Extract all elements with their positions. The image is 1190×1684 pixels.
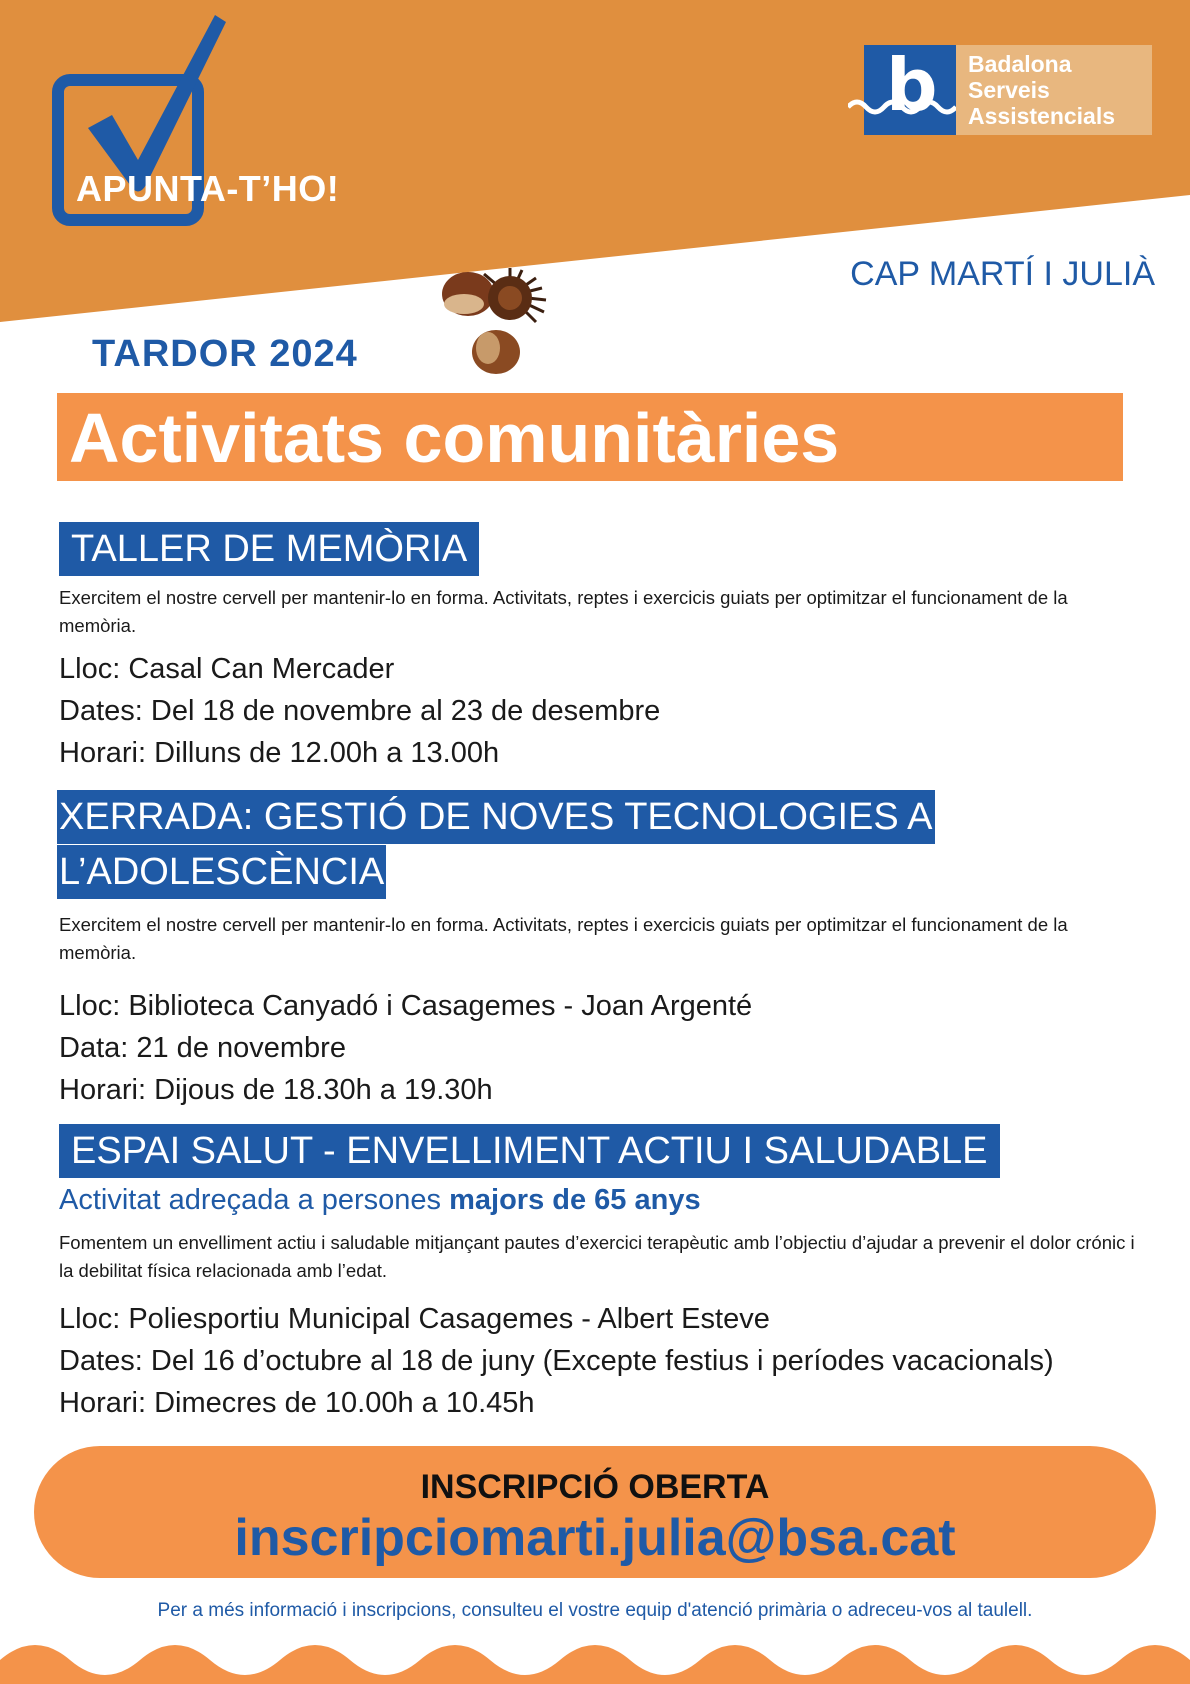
section-detail: Dates: Del 16 d’octubre al 18 de juny (Excepte festius i períodes vacacionals) bbox=[59, 1345, 1054, 1377]
logo-line: Assistencials bbox=[968, 103, 1116, 129]
registration-email-link[interactable]: inscripciomarti.julia@bsa.cat bbox=[234, 1509, 956, 1567]
section-heading: L’ADOLESCÈNCIA bbox=[57, 845, 386, 899]
title-banner bbox=[57, 393, 1123, 481]
badalona-logo bbox=[864, 45, 1152, 135]
logo-text bbox=[956, 45, 1152, 135]
section-description: Fomentem un envelliment actiu i saludable mitjançant pautes d’exercici terapèutic amb l’objectiu d’ajudar a prevenir el dolor crónic i la debilitat física relacionada amb l’edat. bbox=[59, 1232, 1135, 1281]
section-detail: Lloc: Poliesportiu Municipal Casagemes - Albert Esteve bbox=[59, 1303, 770, 1335]
season-label: TARDOR 2024 bbox=[92, 333, 358, 375]
waves-icon bbox=[848, 95, 956, 117]
section-detail: Lloc: Biblioteca Canyadó i Casagemes - Joan Argenté bbox=[59, 990, 753, 1022]
audience-text: Activitat adreçada a persones bbox=[59, 1184, 450, 1216]
section-detail: Horari: Dijous de 18.30h a 19.30h bbox=[59, 1074, 493, 1106]
section-description: Exercitem el nostre cervell per mantenir-lo en forma. Activitats, reptes i exercicis guiats per optimitzar el funcionament de la memòria. bbox=[59, 587, 1068, 636]
footer-note: Per a més informació i inscripcions, consulteu el vostre equip d'atenció primària o adreceu-vos al taulell. bbox=[157, 1600, 1033, 1621]
section-heading: XERRADA: GESTIÓ DE NOVES TECNOLOGIES A bbox=[57, 790, 935, 844]
chestnuts-icon bbox=[438, 266, 554, 378]
bottom-wave-decoration bbox=[0, 1630, 1190, 1684]
logo-letter: b bbox=[886, 43, 938, 127]
section-detail: Horari: Dilluns de 12.00h a 13.00h bbox=[59, 737, 500, 769]
logo-line: Badalona bbox=[968, 51, 1072, 77]
registration-title: INSCRIPCIÓ OBERTA bbox=[420, 1468, 770, 1506]
section-detail: Lloc: Casal Can Mercader bbox=[59, 653, 395, 685]
section-heading: ESPAI SALUT - ENVELLIMENT ACTIU I SALUDABLE bbox=[59, 1124, 1000, 1178]
audience-highlight: majors de 65 anys bbox=[449, 1184, 701, 1216]
section-detail: Dates: Del 18 de novembre al 23 de desembre bbox=[59, 695, 661, 727]
section-heading: TALLER DE MEMÒRIA bbox=[59, 522, 479, 576]
audience-line bbox=[59, 1184, 701, 1217]
logo-line: Serveis bbox=[968, 77, 1050, 103]
section-description: Exercitem el nostre cervell per mantenir-lo en forma. Activitats, reptes i exercicis guiats per optimitzar el funcionament de la memòria. bbox=[59, 914, 1068, 963]
logo-mark bbox=[864, 45, 956, 135]
center-name: CAP MARTÍ I JULIÀ bbox=[850, 255, 1155, 293]
registration-banner bbox=[34, 1446, 1156, 1578]
badge-text: APUNTA-T’HO! bbox=[76, 168, 340, 209]
section-detail: Horari: Dimecres de 10.00h a 10.45h bbox=[59, 1387, 535, 1419]
section-detail: Data: 21 de novembre bbox=[59, 1032, 346, 1064]
page-title: Activitats comunitàries bbox=[69, 399, 840, 477]
